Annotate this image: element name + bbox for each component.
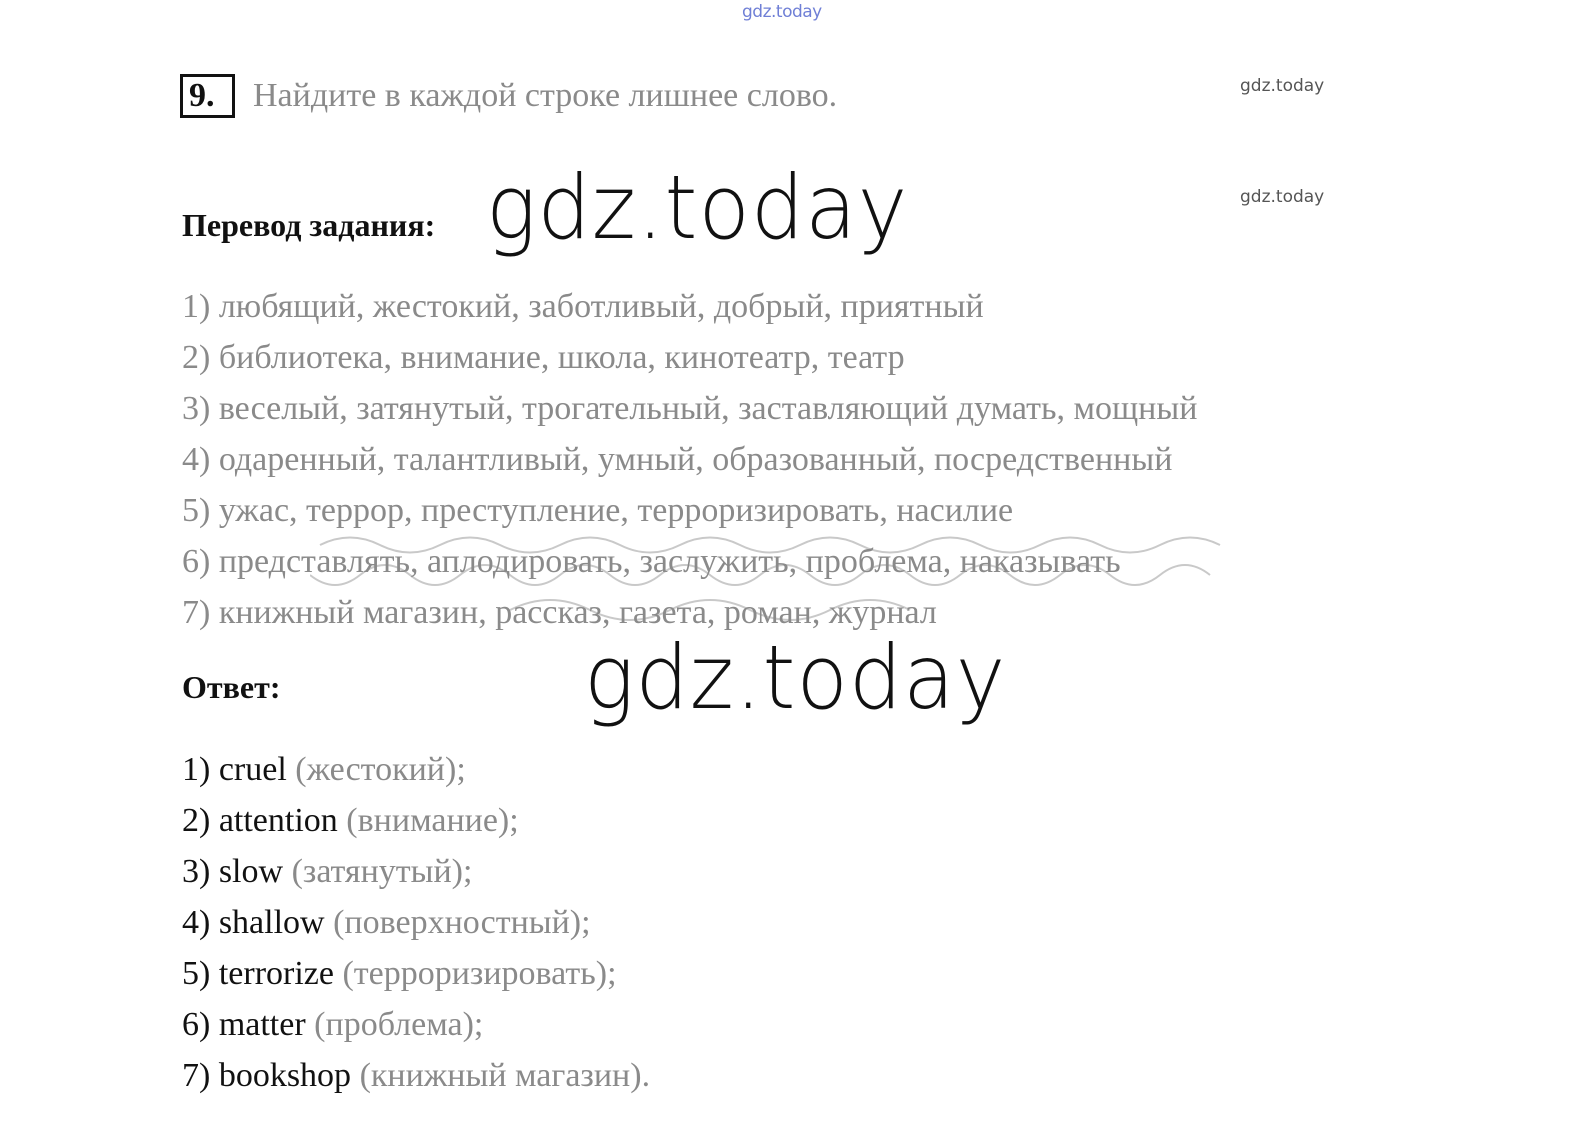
answer-translation: (книжный магазин). bbox=[359, 1057, 651, 1094]
answer-item bbox=[182, 795, 650, 846]
translation-item: 3) веселый, затянутый, трогательный, заставляющий думать, мощный bbox=[182, 390, 1198, 427]
translation-item: 6) представлять, аплодировать, заслужить, проблема, наказывать bbox=[182, 543, 1121, 580]
answer-number: 4) bbox=[182, 904, 211, 941]
answer-word: bookshop bbox=[218, 1057, 352, 1094]
answer-translation: (жестокий); bbox=[295, 751, 466, 788]
answer-item bbox=[182, 846, 650, 897]
answer-item bbox=[182, 1050, 650, 1101]
big-watermark-1: gdz.today bbox=[486, 156, 909, 259]
answer-number: 2) bbox=[182, 802, 211, 839]
answer-item bbox=[182, 999, 650, 1050]
answer-translation: (затянутый); bbox=[291, 853, 473, 890]
answer-word: attention bbox=[218, 802, 338, 839]
answer-number: 3) bbox=[182, 853, 211, 890]
translation-list bbox=[182, 281, 1197, 638]
translation-item: 1) любящий, жестокий, заботливый, добрый, приятный bbox=[182, 288, 984, 325]
answer-number: 7) bbox=[182, 1057, 211, 1094]
answer-translation: (поверхностный); bbox=[333, 904, 591, 941]
translation-item: 4) одаренный, талантливый, умный, образованный, посредственный bbox=[182, 441, 1173, 478]
translation-item: 2) библиотека, внимание, школа, кинотеатр, театр bbox=[182, 339, 905, 376]
task-instruction: Найдите в каждой строке лишнее слово. bbox=[253, 77, 838, 114]
translation-title: Перевод задания: bbox=[182, 207, 436, 243]
answer-number: 1) bbox=[182, 751, 211, 788]
answer-title: Ответ: bbox=[182, 669, 281, 705]
answer-translation: (проблема); bbox=[314, 1006, 484, 1043]
answer-item bbox=[182, 744, 650, 795]
answer-number: 6) bbox=[182, 1006, 211, 1043]
answer-word: shallow bbox=[218, 904, 325, 941]
right-watermark-1: gdz.today bbox=[1240, 76, 1325, 96]
right-watermark-2: gdz.today bbox=[1240, 187, 1325, 207]
translation-item: 5) ужас, террор, преступление, терроризировать, насилие bbox=[182, 492, 1014, 529]
top-watermark: gdz.today bbox=[742, 2, 822, 22]
answer-item bbox=[182, 897, 650, 948]
answer-translation: (терроризировать); bbox=[342, 955, 617, 992]
task-number: 9. bbox=[180, 74, 235, 118]
answer-list bbox=[182, 744, 650, 1101]
big-watermark-2: gdz.today bbox=[584, 626, 1007, 729]
answer-number: 5) bbox=[182, 955, 211, 992]
translation-item: 7) книжный магазин, рассказ, газета, роман, журнал bbox=[182, 594, 937, 631]
answer-word: matter bbox=[218, 1006, 306, 1043]
answer-translation: (внимание); bbox=[346, 802, 519, 839]
answer-word: cruel bbox=[218, 751, 287, 788]
answer-item bbox=[182, 948, 650, 999]
answer-word: terrorize bbox=[218, 955, 334, 992]
task-header bbox=[180, 74, 837, 118]
answer-word: slow bbox=[218, 853, 284, 890]
